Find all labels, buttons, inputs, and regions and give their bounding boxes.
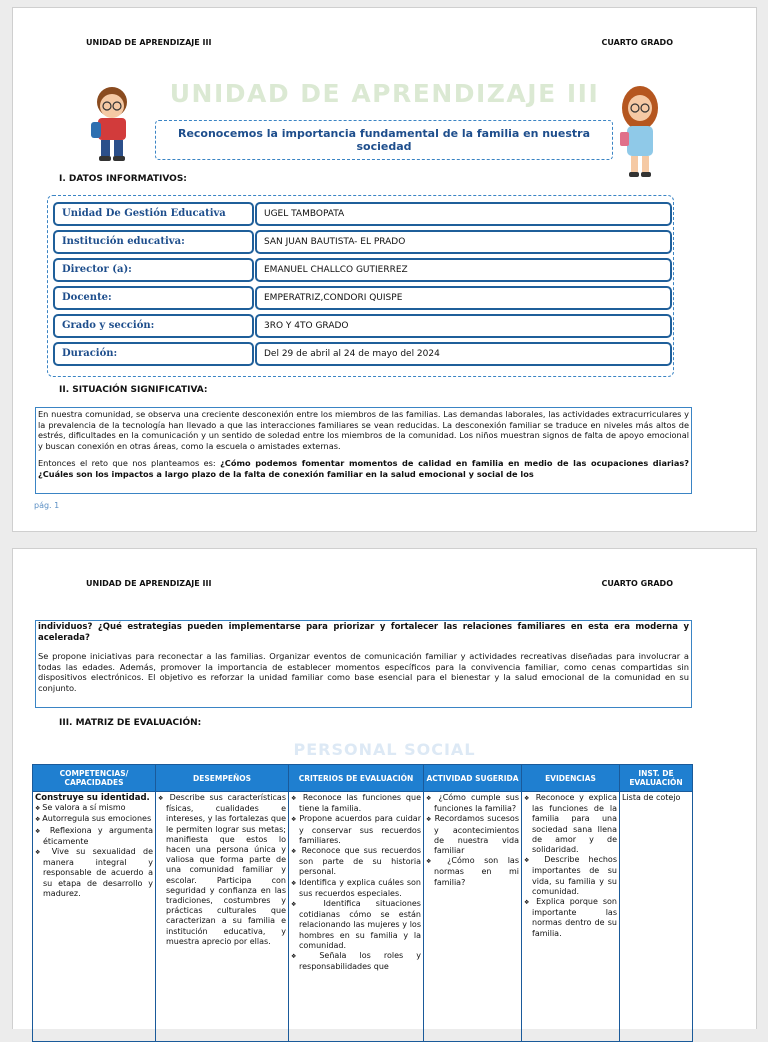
list-item: ❖ Se valora a sí mismo [35,803,153,814]
list-item: ❖ Propone acuerdos para cuidar y conservar sus recuerdos familiares. [291,814,421,846]
area-title: PERSONAL SOCIAL [293,740,476,759]
cell-competencias [33,792,156,1042]
datos-value: UGEL TAMBOPATA [255,202,672,226]
list-item: ❖ Describe hechos importantes de su vida, su familia y su comunidad. [524,855,617,897]
list-item: ❖ Autorregula sus emociones [35,814,153,825]
datos-label: Docente: [53,286,254,310]
list-item: ❖ Recordamos sucesos y acontecimientos de nuestra vida familiar [426,814,519,856]
unit-title: UNIDAD DE APRENDIZAJE III [169,79,600,108]
situacion-continued: individuos? ¿Qué estrategias pueden implementarse para priorizar y fortalecer las relaciones familiares en esta era moderna y acelerada? [38,622,689,643]
datos-label: Duración: [53,342,254,366]
header-criterios: CRITERIOS DE EVALUACIÓN [289,765,424,792]
header-evidencias: EVIDENCIAS [522,765,620,792]
list-item: ❖ Reconoce y explica las funciones de la familia para una sociedad sana llena de amor y de solidaridad. [524,793,617,855]
cell-instrumento: Lista de cotejo [620,792,693,1042]
page-1 [12,7,757,532]
list-item: ❖ Describe sus características físicas, cualidades e intereses, y las fortalezas que le permiten lograr sus metas; manifiesta que estos lo hacen una persona única y valiosa que forma parte de una comunidad familiar y escolar. Participa con seguridad y confianza en las tradiciones, costumbres y prácticas culturales que caracterizan a su familia e institución educativa, y muestra aprecio por ellas. [158,793,286,947]
datos-value: EMANUEL CHALLCO GUTIERREZ [255,258,672,282]
list-item: ❖ Reconoce que sus recuerdos son parte de su historia personal. [291,846,421,878]
cell-desempenos [156,792,289,1042]
unit-subtitle [155,120,613,160]
datos-value: SAN JUAN BAUTISTA- EL PRADO [255,230,672,254]
list-item: ❖ Identifica y explica cuáles son sus recuerdos especiales. [291,878,421,899]
page-number: pág. 1 [34,501,60,510]
competencia-title: Construye su identidad. [35,793,150,803]
evaluation-matrix [32,764,693,1042]
datos-value: 3RO Y 4TO GRADO [255,314,672,338]
header-desempenos: DESEMPEÑOS [156,765,289,792]
header-unit: UNIDAD DE APRENDIZAJE III [86,579,212,588]
situacion-paragraph: En nuestra comunidad, se observa una creciente desconexión entre los miembros de las familias. Las demandas laborales, las actividades extracurriculares y la prevalencia de la tecnología han llevado a que las interacciones familiares se vean reducidas. La desconexión familiar se traduce en niveles más altos de estrés, dificultades en la comunicación y un sentido de soledad entre los miembros de la comunidad. Los niños muestran signos de falta de apoyo emocional y buscan conexión en otras áreas, como la escuela o amistades externas. [38,409,689,451]
situacion-question [38,458,689,479]
header-instrumento: INST. DE EVALUACIÓN [620,765,693,792]
list-item: ❖ Reflexiona y argumenta éticamente [35,826,153,847]
section-datos-heading: I. DATOS INFORMATIVOS: [59,174,187,184]
datos-label: Grado y sección: [53,314,254,338]
header-actividad: ACTIVIDAD SUGERIDA [424,765,522,792]
datos-label: Institución educativa: [53,230,254,254]
list-item: ❖ Explica porque son importante las normas dentro de su familia. [524,897,617,939]
list-item: ❖ Señala los roles y responsabilidades que [291,951,421,972]
header-grade: CUARTO GRADO [601,579,673,588]
section-situacion-heading: II. SITUACIÓN SIGNIFICATIVA: [59,385,208,395]
cell-actividad [424,792,522,1042]
header-unit: UNIDAD DE APRENDIZAJE III [86,38,212,47]
list-item: ❖ Identifica situaciones cotidianas cómo se están relacionando las mujeres y los hombres en su familia y la comunidad. [291,899,421,951]
table-header-row [33,765,693,792]
situacion-challenge: ¿Cómo podemos fomentar momentos de calidad en familia en medio de las ocupaciones diarias? ¿Cuáles son los impactos a largo plazo de la falta de conexión familiar en la salud emocional y social de los [38,458,689,479]
header-competencias: COMPETENCIAS/ CAPACIDADES [33,765,156,792]
list-item: ❖ Vive su sexualidad de manera integral y responsable de acuerdo a su etapa de desarrollo y madurez. [35,847,153,899]
table-row [33,792,693,1042]
cell-criterios [289,792,424,1042]
list-item: ❖ ¿Cómo cumple sus funciones la familia? [426,793,519,814]
list-item: ❖ Reconoce las funciones que tiene la familia. [291,793,421,814]
list-item: ❖ ¿Cómo son las normas en mi familia? [426,856,519,888]
situacion-box-continued [35,620,692,708]
datos-value: EMPERATRIZ,CONDORI QUISPE [255,286,672,310]
situacion-box [35,407,692,494]
datos-value: Del 29 de abril al 24 de mayo del 2024 [255,342,672,366]
situacion-intro: Entonces el reto que nos planteamos es: [38,458,221,468]
propuesta-paragraph: Se propone iniciativas para reconectar a las familias. Organizar eventos de comunicación familiar y actividades recreativas diseñadas para involucrar a todas las edades. Además, promover la importancia de establecer momentos específicos para la convivencia familiar, como cenas compartidas sin dispositivos electrónicos. El objetivo es reforzar la unidad familiar como base esencial para el bienestar y la salud emocional de la comunidad en su conjunto. [38,651,689,693]
section-matriz-heading: III. MATRIZ DE EVALUACIÓN: [59,718,202,728]
unit-subtitle-text: Reconocemos la importancia fundamental de la familia en nuestra sociedad [177,127,591,153]
datos-label: Unidad De Gestión Educativa [53,202,254,226]
datos-informativos [47,195,674,377]
header-grade: CUARTO GRADO [601,38,673,47]
page-2 [12,548,757,1029]
cell-evidencias [522,792,620,1042]
datos-label: Director (a): [53,258,254,282]
